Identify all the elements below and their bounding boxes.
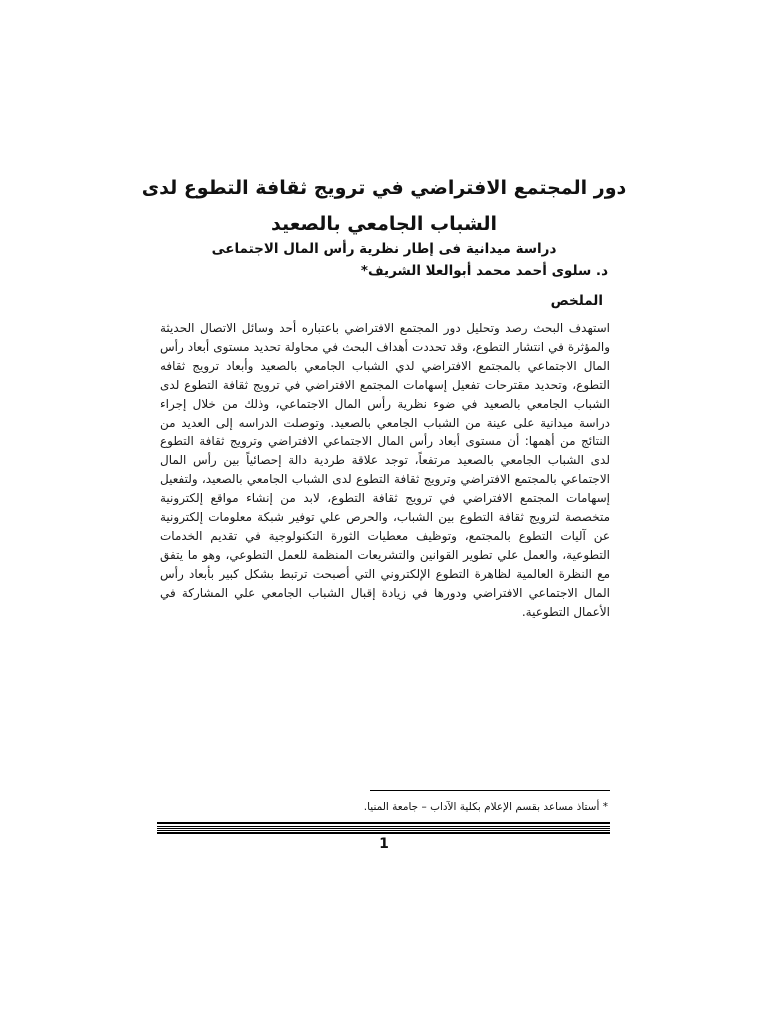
paper-subtitle: دراسة ميدانية فى إطار نظرية رأس المال الاجتماعى bbox=[211, 241, 557, 257]
author-name: د. سلوى أحمد محمد أبوالعلا الشريف* bbox=[360, 263, 608, 279]
footnote-separator bbox=[370, 790, 610, 791]
page-number: 1 bbox=[379, 836, 389, 852]
abstract-heading: الملخص bbox=[550, 293, 603, 309]
paper-title: دور المجتمع الافتراضي في ترويج ثقافة التطوع لدى الشباب الجامعي بالصعيد bbox=[141, 177, 627, 235]
abstract-body: استهدف البحث رصد وتحليل دور المجتمع الافتراضي باعتباره أحد وسائل الاتصال الحديثة والمؤثرة في انتشار التطوع، وقد تحددت أهداف البحث في محاولة تحديد مستوى أبعاد رأس المال الاجتماعي بالمجتمع الافتراضي لدي الشباب الجامعي بالصعيد وأبعاد ترويج ثقافه التطوع، وتحديد مقترحات تفعيل إسهامات المجتمع الافتراضي في ترويج ثقافة التطوع لدى الشباب الجامعي بالصعيد في ضوء نظرية رأس المال الاجتماعي، وذلك من خلال إجراء دراسة ميدانية على عينة من الشباب الجامعي بالصعيد. وتوصلت الدراسه إلى العديد من النتائج من أهمها: أن مستوى أبعاد رأس المال الاجتماعي الافتراضي وترويج ثقافة التطوع لدى الشباب الجامعي بالصعيد مرتفعاً، توجد علاقة طردية دالة إحصائياً بين رأس المال الاجتماعي بالمجتمع الافتراضي وترويج ثقافة التطوع لدى الشباب الجامعي بالصعيد، ولتفعيل إسهامات المجتمع الافتراضي في ترويج ثقافة التطوع، لابد من إنشاء مواقع إلكترونية متخصصة لترويج ثقافة التطوع بين الشباب، والحرص علي توفير شبكة معلومات إلكترونية عن آليات التطوع بالمجتمع، وتوظيف معطيات الثورة التكنولوجية في تقديم الخدمات التطوعية، والعمل علي تطوير القوانين والتشريعات المنظمة للعمل التطوعي، وهو ما يتفق مع النظرة العالمية لظاهرة التطوع الإلكتروني التي أصبحت ترتبط بشكل كبير بأبعاد رأس المال الاجتماعي الافتراضي ودورها في زيادة إقبال الشباب الجامعي علي المشاركة في الأعمال التطوعية. bbox=[160, 321, 610, 619]
author-footnote: * أستاذ مساعد بقسم الإعلام بكلية الآداب – جامعة المنيا. bbox=[363, 801, 608, 813]
